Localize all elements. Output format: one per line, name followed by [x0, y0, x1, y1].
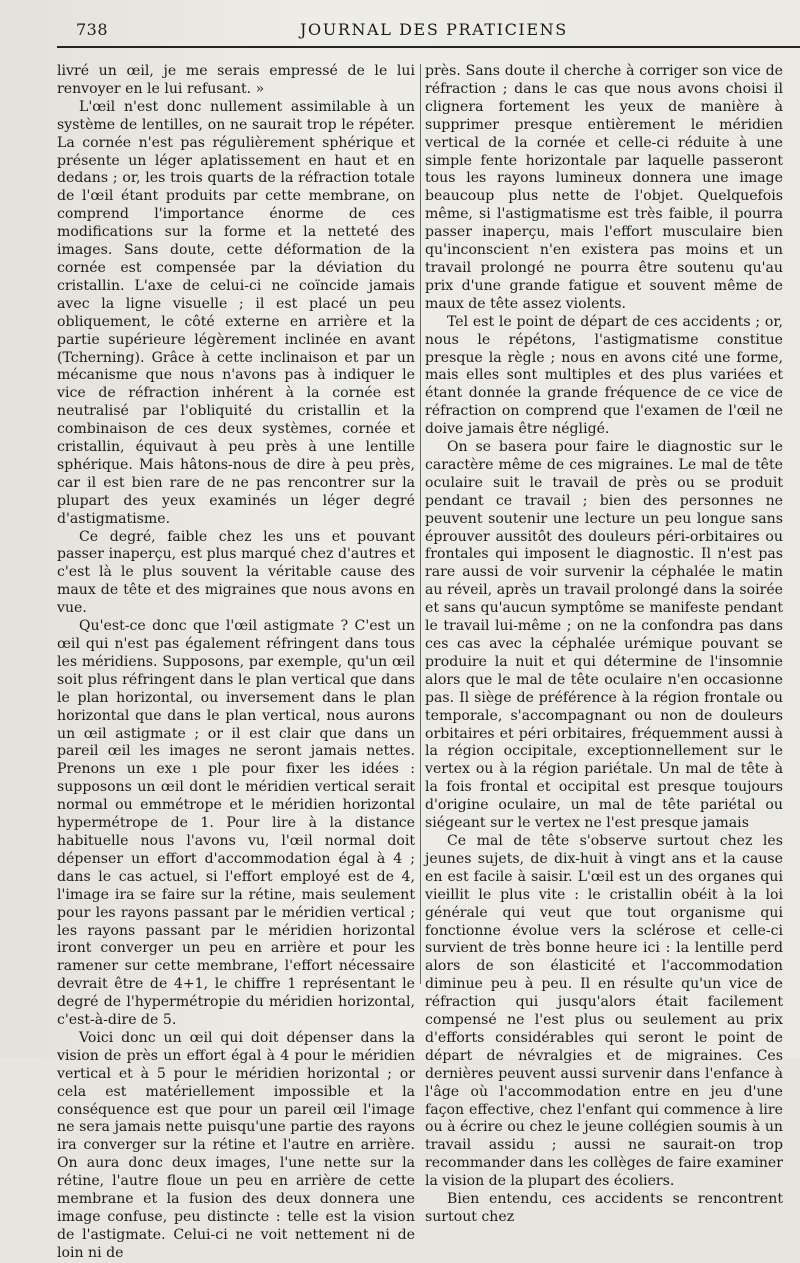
- left-column: [57, 63, 415, 1263]
- right-paragraph-4: Ce mal de tête s'observe surtout chez les jeunes sujets, de dix-huit à vingt ans et la cause en est facile à saisir. L'œil est un des organes qui vieillit le plus vite : le cristallin obéit à la loi générale qui veut que tout organisme qui fonctionne évolue vers la sclérose et celle-ci survient de très bonne heure ici : la lentille perd alors de son élasticité et l'accommodation diminue peu à peu. Il en résulte qu'un vice de réfraction qui jusqu'alors était facilement compensé ne l'est plus ou seulement au prix d'efforts considérables qui seront le point de départ de névralgies et de migraines. Ces dernières peuvent aussi survenir dans l'enfance à l'âge où l'accommodation entre en jeu d'une façon effective, chez l'enfant qui commence à lire ou à écrire ou chez le jeune collégien soumis à un travail assidu ; aussi ne saurait-on trop recommander dans les collèges de faire examiner la vision de la plupart des écoliers.: [425, 832, 783, 1190]
- header-rule: [57, 46, 800, 48]
- right-paragraph-3: On se basera pour faire le diagnostic sur le caractère même de ces migraines. Le mal de tête oculaire suit le travail de près ou se produit pendant ce travail ; bien des personnes ne peuvent soutenir une lecture un peu longue sans éprouver aussitôt des douleurs péri-orbitaires ou frontales qui imposent le diagnostic. Il n'est pas rare aussi de voir survenir la céphalée le matin au réveil, après un travail prolongé dans la soirée et sans qu'aucun symptôme se manifeste pendant le travail lui-même ; on ne la confondra pas dans ces cas avec la céphalée urémique pouvant se produire la nuit et qui détermine de l'insomnie alors que le mal de tête oculaire n'en occasionne pas. Il siège de préférence à la région frontale ou temporale, s'accompagnant ou non de douleurs orbitaires et péri orbitaires, fréquemment aussi à la région occipitale, exceptionnellement sur le vertex ou à la région pariétale. Un mal de tête à la fois frontal et occipital est presque toujours d'origine oculaire, un mal de tête pariétal ou siégeant sur le vertex ne l'est presque jamais: [425, 439, 783, 832]
- left-paragraph-1: livré un œil, je me serais empressé de le lui renvoyer en le lui refusant. »: [57, 63, 415, 97]
- right-paragraph-1: près. Sans doute il cherche à corriger son vice de réfraction ; dans le cas que nous avons choisi il clignera fortement les yeux de manière à supprimer presque entièrement le méridien vertical de la cornée et celle-ci réduite à une simple fente horizontale par laquelle passeront tous les rayons lumineux donnera une image beaucoup plus nette de l'objet. Quelquefois même, si l'astigmatisme est très faible, il pourra passer inaperçu, mais l'effort musculaire bien qu'inconscient n'en existera pas moins et un travail prolongé ne pourra être soutenu qu'au prix d'une grande fatigue et souvent même de maux de tête assez violents.: [425, 63, 783, 312]
- right-paragraph-5: Bien entendu, ces accidents se rencontrent surtout chez: [425, 1191, 783, 1225]
- journal-title: JOURNAL DES PRATICIENS: [300, 20, 568, 39]
- column-divider: [420, 64, 421, 984]
- left-paragraph-4: Qu'est-ce donc que l'œil astigmate ? C'est un œil qui n'est pas également réfringent dans tous les méridiens. Supposons, par exemple, qu'un œil soit plus réfringent dans le plan vertical que dans le plan horizontal, ou inversement dans le plan horizontal que dans le plan vertical, nous aurons un œil astigmate ; or il est clair que dans un pareil œil les images ne seront jamais nettes. Prenons un exe ı ple pour fixer les idées : supposons un œil dont le méridien vertical serait normal ou emmétrope et le méridien horizontal hypermétrope de 1. Pour lire à la distance habituelle nous l'avons vu, l'œil normal doit dépenser un effort d'accommodation égal à 4 ; dans le cas actuel, si l'effort employé est de 4, l'image ira se faire sur la rétine, mais seulement pour les rayons passant par le méridien vertical ; les rayons passant par le méridien horizontal iront converger un peu en arrière et pour les ramener sur cette membrane, l'effort nécessaire devrait être de 4+1, le chiffre 1 représentant le degré de l'hypermétropie du méridien horizontal, c'est-à-dire de 5.: [57, 618, 415, 1029]
- page-header: [0, 0, 800, 52]
- left-paragraph-5: Voici donc un œil qui doit dépenser dans la vision de près un effort égal à 4 pour le méridien vertical et à 5 pour le méridien horizontal ; or cela est matériellement impossible et la conséquence est que pour un pareil œil l'image ne sera jamais nette puisqu'une partie des rayons ira converger sur la rétine et l'autre en arrière. On aura donc deux images, l'une nette sur la rétine, l'autre floue un peu en arrière de cette membrane et la fusion des deux donnera une image confuse, peu distincte : telle est la vision de l'astigmate. Celui-ci ne voit nettement ni de loin ni de: [57, 1029, 415, 1261]
- page-number: 738: [76, 20, 109, 39]
- left-paragraph-3: Ce degré, faible chez les uns et pouvant passer inaperçu, est plus marqué chez d'autres et c'est là le plus souvent la véritable cause des maux de tête et des migraines que nous avons en vue.: [57, 528, 415, 617]
- left-paragraph-2: L'œil n'est donc nullement assimilable à un système de lentilles, on ne saurait trop le répéter. La cornée n'est pas régulièrement sphérique et présente un léger aplatissement en haut et en dedans ; or, les trois quarts de la réfraction totale de l'œil étant produits par cette membrane, on comprend l'importance énorme de ces modifications sur la forme et la netteté des images. Sans doute, cette déformation de la cornée est compensée par la déviation du cristallin. L'axe de celui-ci ne coïncide jamais avec la ligne visuelle ; il est placé un peu obliquement, le côté externe en arrière et la partie supérieure légèrement inclinée en avant (Tcherning). Grâce à cette inclinaison et par un mécanisme que nous n'avons pas à indiquer le vice de réfraction inhérent à la cornée est neutralisé par l'obliquité du cristallin et la combinaison de ces deux systèmes, cornée et cristallin, équivaut à peu près à une lentille sphérique. Mais hâtons-nous de dire à peu près, car il est bien rare de ne pas rencontrer sur la plupart des yeux examinés un léger degré d'astigmatisme.: [57, 98, 415, 527]
- right-paragraph-2: Tel est le point de départ de ces accidents ; or, nous le répétons, l'astigmatisme constitue presque la règle ; nous en avons cité une forme, mais elles sont multiples et des plus variées et étant donnée la grande fréquence de ce vice de réfraction on comprend que l'examen de l'œil ne doive jamais être négligé.: [425, 313, 783, 438]
- right-column: [425, 63, 783, 1227]
